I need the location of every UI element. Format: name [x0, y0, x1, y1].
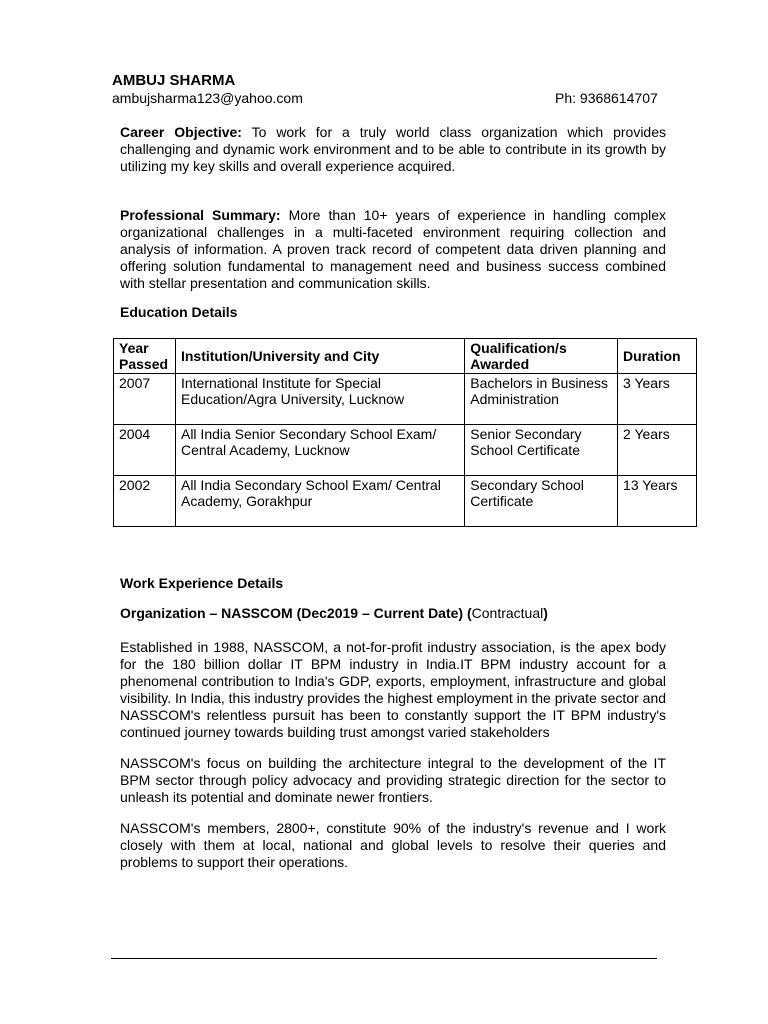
professional-summary — [120, 207, 666, 292]
email-address: ambujsharma123@yahoo.com — [112, 90, 303, 106]
column-header: Duration — [618, 339, 697, 374]
institution-cell: All India Senior Secondary School Exam/ Central Academy, Lucknow — [175, 425, 464, 476]
qualification-cell: Senior Secondary School Certificate — [465, 425, 618, 476]
column-header: Qualification/s Awarded — [465, 339, 618, 374]
institution-cell: All India Secondary School Exam/ Central Academy, Gorakhpur — [175, 476, 464, 527]
organization-title: Organization – NASSCOM (Dec2019 – Current Date) ( — [120, 605, 472, 621]
candidate-name: AMBUJ SHARMA — [112, 72, 236, 89]
employment-type: Contractual — [471, 605, 544, 621]
qualification-cell: Bachelors in Business Administration — [465, 374, 618, 425]
year-cell: 2004 — [114, 425, 176, 476]
career-objective — [120, 124, 666, 175]
duration-cell: 2 Years — [618, 425, 697, 476]
column-header: Year Passed — [114, 339, 176, 374]
work-paragraph-1: Established in 1988, NASSCOM, a not-for-profit industry association, is the apex body for the 180 billion dollar IT BPM industry in India.IT BPM industry account for a phenomenal contribution to India's GDP, exports, employment, infrastructure and global visibility. In India, this industry provides the highest employment in the private sector and NASSCOM's relentless pursuit has been to constantly support the IT BPM industry's continued journey towards building trust amongst varied stakeholders — [120, 639, 667, 740]
work-paragraph-2: NASSCOM's focus on building the architecture integral to the development of the IT BPM sector through policy advocacy and providing strategic direction for the sector to unleash its potential and dominate newer frontiers. — [120, 755, 666, 805]
column-header: Institution/University and City — [175, 339, 464, 374]
education-table — [113, 338, 697, 527]
work-paragraph-3: NASSCOM's members, 2800+, constitute 90% of the industry's revenue and I work closely with them at local, national and global levels to resolve their queries and problems to support their operations. — [120, 820, 666, 870]
qualification-cell: Secondary School Certificate — [465, 476, 618, 527]
professional-summary-text: More than 10+ years of experience in handling complex organizational challenges in a multi-faceted environment requiring collection and analysis of information. A proven track record of competent data driven planning and offering solution fundamental to management need and business success combined with stellar presentation and communication skills. — [120, 207, 667, 291]
footer-divider — [111, 958, 657, 959]
career-objective-text: To work for a truly world class organization which provides challenging and dynamic work environment and to be able to contribute in its growth by utilizing my key skills and overall experience acquired. — [120, 124, 667, 174]
table-header-row — [114, 339, 697, 374]
institution-cell: International Institute for Special Education/Agra University, Lucknow — [175, 374, 464, 425]
education-heading: Education Details — [120, 304, 238, 320]
table-row — [114, 425, 697, 476]
professional-summary-label: Professional Summary: — [120, 207, 281, 223]
table-row — [114, 374, 697, 425]
organization-title-close: ) — [543, 605, 548, 621]
work-experience-heading: Work Experience Details — [120, 575, 284, 591]
duration-cell: 3 Years — [618, 374, 697, 425]
table-row — [114, 476, 697, 527]
phone-number: Ph: 9368614707 — [555, 90, 658, 106]
year-cell: 2002 — [114, 476, 176, 527]
career-objective-label: Career Objective: — [120, 124, 242, 140]
year-cell: 2007 — [114, 374, 176, 425]
duration-cell: 13 Years — [618, 476, 697, 527]
organization-heading — [120, 605, 548, 622]
